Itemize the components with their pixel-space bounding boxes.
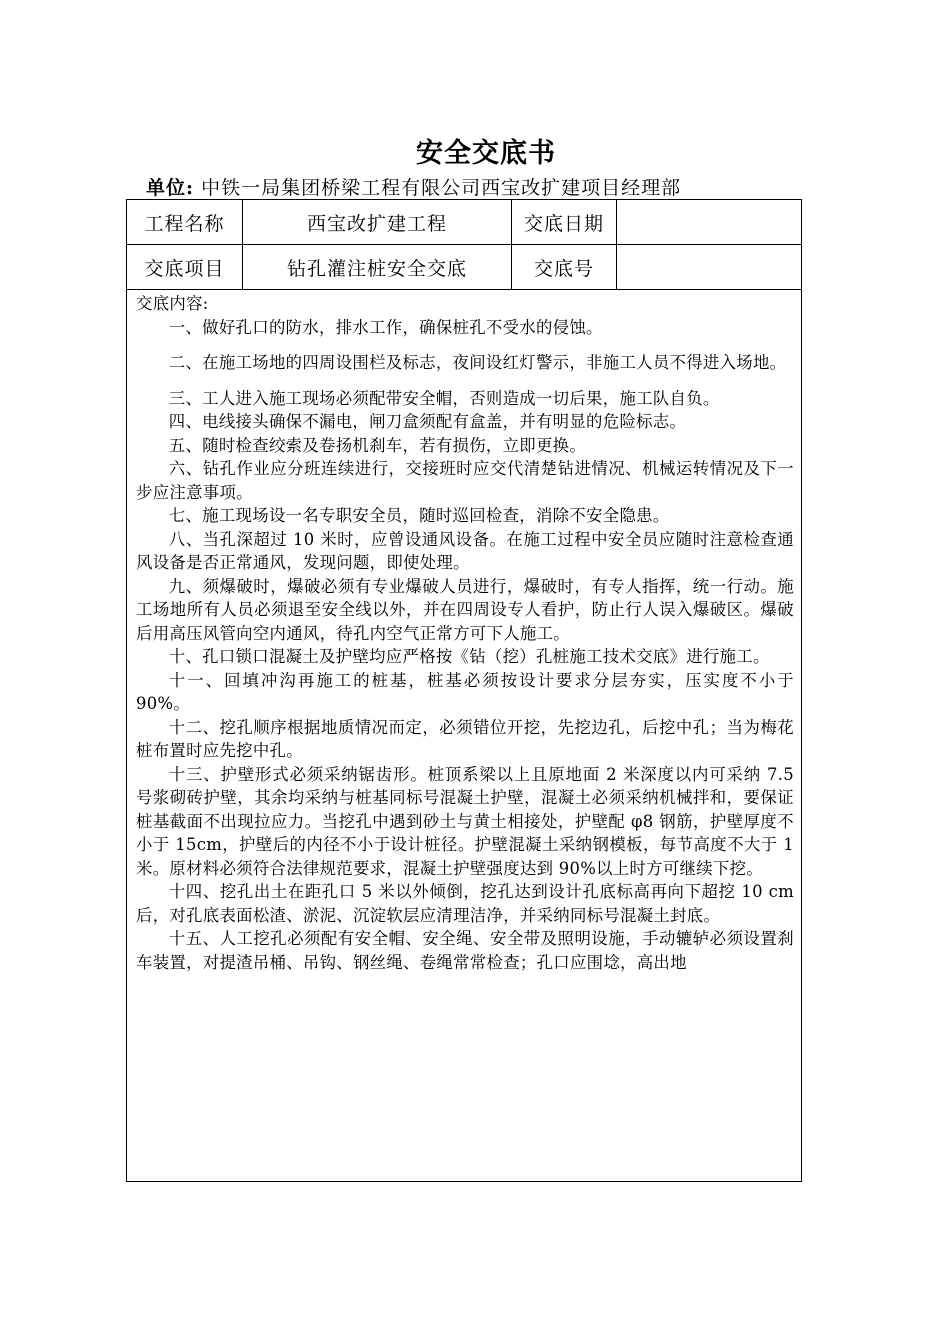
briefing-date-label: 交底日期 xyxy=(512,200,617,244)
document-title: 安全交底书 xyxy=(416,138,556,169)
content-paragraph: 十一、回填冲沟再施工的桩基，桩基必须按设计要求分层夯实，压实度不小于 90%。 xyxy=(136,670,794,713)
unit-line xyxy=(146,173,681,200)
unit-value: 中铁一局集团桥梁工程有限公司西宝改扩建项目经理部 xyxy=(201,177,682,199)
briefing-content xyxy=(127,290,801,974)
content-paragraph: 十、孔口锁口混凝土及护壁均应严格按《钻（挖）孔桩施工技术交底》进行施工。 xyxy=(168,647,770,666)
content-paragraph: 三、工人进入施工现场必须配带安全帽，否则造成一切后果，施工队自负。 xyxy=(168,388,720,408)
table-row-project xyxy=(127,200,801,245)
content-paragraph: 十二、挖孔顺序根据地质情况而定，必须错位开挖，先挖边孔，后挖中孔；当为梅花桩布置时应先挖中孔。 xyxy=(136,717,794,760)
briefing-number-label: 交底号 xyxy=(512,245,617,289)
project-name-value: 西宝改扩建工程 xyxy=(243,200,512,244)
content-paragraph: 七、施工现场设一名专职安全员，随时巡回检查，消除不安全隐患。 xyxy=(168,506,670,525)
briefing-number-value xyxy=(617,245,801,289)
content-paragraph: 十五、人工挖孔必须配有安全帽、安全绳、安全带及照明设施，手动辘轳必须设置刹车装置，对提渣吊桶、吊钩、钢丝绳、卷绳常常检查；孔口应围埝，高出地 xyxy=(136,929,794,972)
content-paragraph: 二、在施工场地的四周设围栏及标志，夜间设红灯警示，非施工人员不得进入场地。 xyxy=(168,353,787,372)
content-paragraph: 十四、挖孔出土在距孔口 5 米以外倾倒，挖孔达到设计孔底标高再向下超挖 10 cm 后，对孔底表面松渣、淤泥、沉淀软层应清理洁净，并采纳同标号混凝土封底。 xyxy=(136,882,794,925)
briefing-date-value xyxy=(617,200,801,244)
briefing-table xyxy=(126,199,802,1182)
content-paragraph: 八、当孔深超过 10 米时，应曾设通风设备。在施工过程中安全员应随时注意检查通风设备是否正常通风，发现问题，即使处理。 xyxy=(136,529,794,572)
briefing-item-value: 钻孔灌注桩安全交底 xyxy=(243,245,512,289)
content-paragraph: 五、随时检查绞索及卷扬机刹车，若有损伤，立即更换。 xyxy=(168,435,587,455)
unit-label: 单位: xyxy=(146,177,195,199)
content-heading: 交底内容: xyxy=(136,294,209,313)
briefing-item-label: 交底项目 xyxy=(127,245,243,289)
table-row-item xyxy=(127,245,801,290)
content-paragraph: 四、电线接头确保不漏电，闸刀盒须配有盒盖，并有明显的危险标志。 xyxy=(168,412,687,431)
content-paragraph: 六、钻孔作业应分班连续进行，交接班时应交代清楚钻进情况、机械运转情况及下一步应注意事项。 xyxy=(136,459,794,502)
project-name-label: 工程名称 xyxy=(127,200,243,244)
content-paragraph: 一、做好孔口的防水，排水工作，确保桩孔不受水的侵蚀。 xyxy=(168,317,603,337)
content-paragraph: 十三、护壁形式必须采纳锯齿形。桩顶系梁以上且原地面 2 米深度以内可采纳 7.5 号浆砌砖护壁，其余均采纳与桩基同标号混凝土护壁，混凝土必须采纳机械拌和，要保证桩基截面不出现拉应力。当挖孔中遇到砂土与黄土相接处，护壁配 φ8 钢筋，护壁厚度不小于 15cm，护壁后的内径不小于设计桩径。护壁混凝土采纳钢模板，每节高度不大于 1 米。原材料必须符合法律规范要求，混凝土护壁强度达到 90%以上时方可继续下挖。 xyxy=(136,764,794,878)
content-paragraph: 九、须爆破时，爆破必须有专业爆破人员进行，爆破时，有专人指挥，统一行动。施工场地所有人员必须退至安全线以外，并在四周设专人看护，防止行人误入爆破区。爆破后用高压风管向空内通风，待孔内空气正常方可下人施工。 xyxy=(136,576,794,643)
